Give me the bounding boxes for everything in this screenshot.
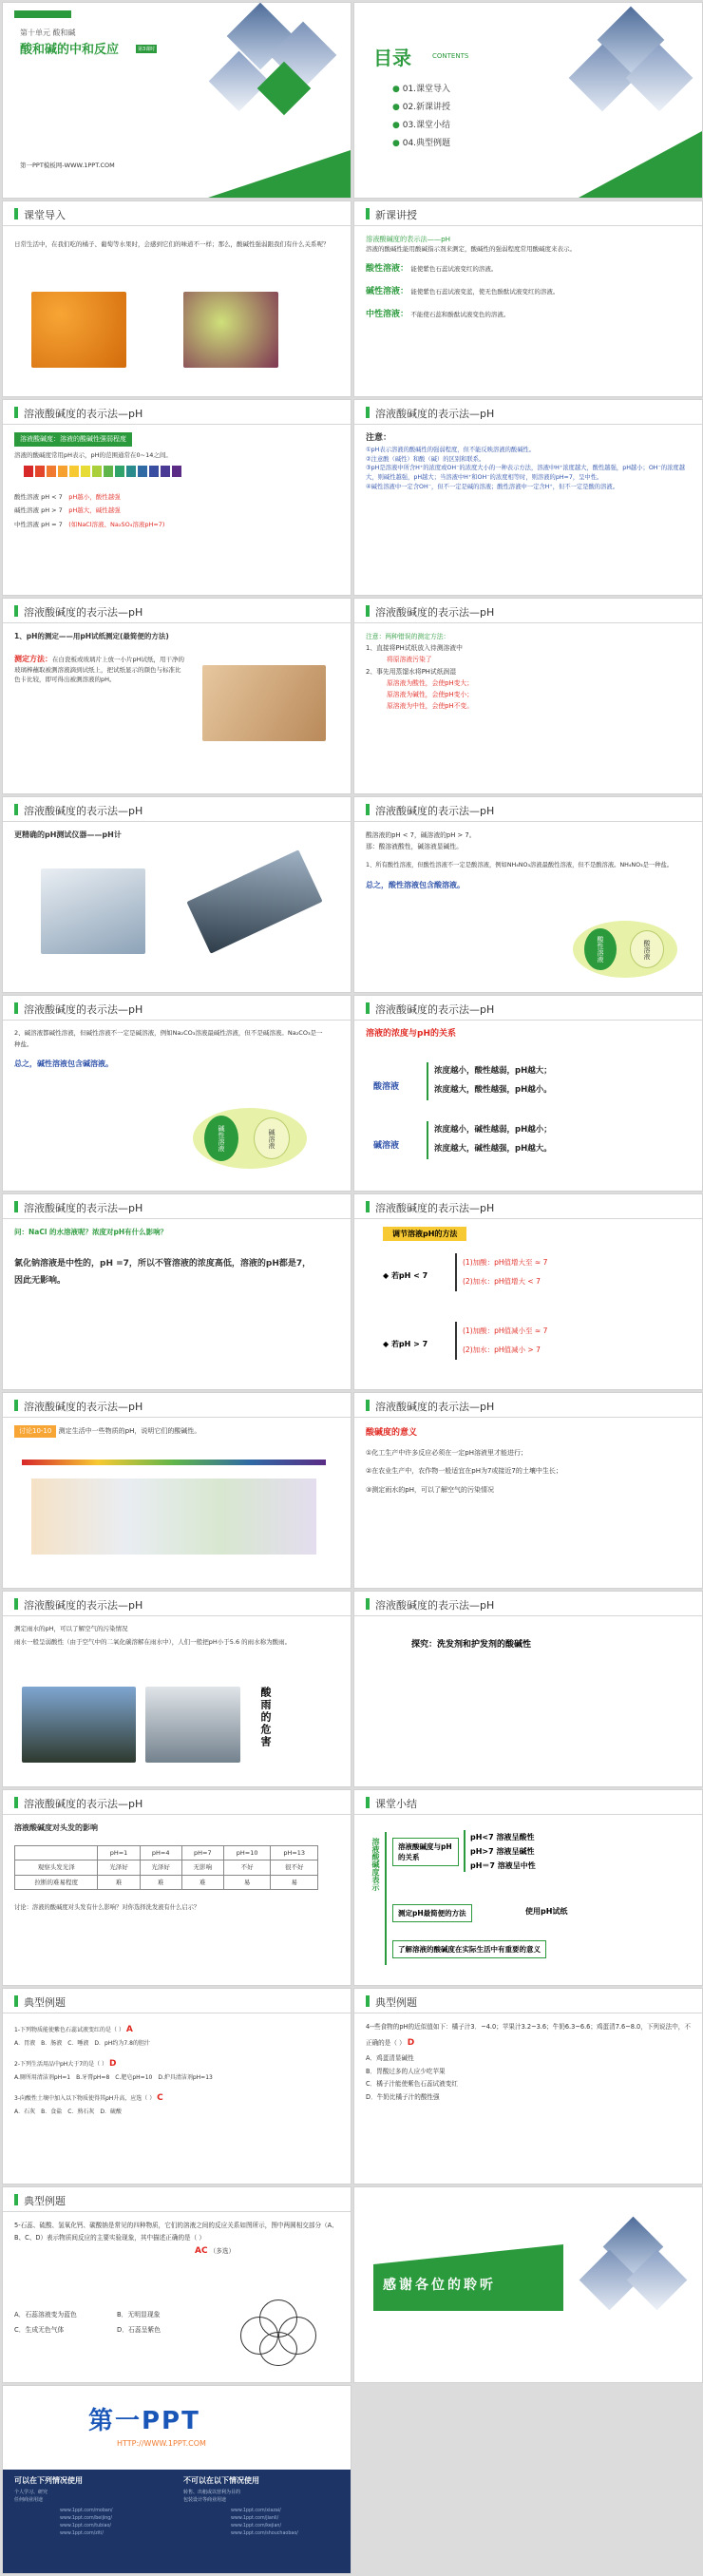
- options-1: A．胃液 B．肠液 C．唾液 D．pH约为7.8的胆汁: [14, 2040, 150, 2047]
- table-row: pH=1 pH=4 pH=7 pH=10 pH=13: [15, 1846, 318, 1860]
- slide-acid-rain: [2, 1591, 352, 1787]
- unit-label: 第十单元 酸和碱: [20, 29, 76, 37]
- slide-concentration: [353, 995, 703, 1192]
- slide-nacl: [2, 1193, 352, 1390]
- question-1: 1-下列物质能使紫色石蕊试液变红的是（ ）: [14, 2027, 124, 2033]
- question: 问：NaCl 的水溶液呢？浓度对pH有什么影响？: [14, 1228, 168, 1236]
- option-c: C．橘子汁能使紫色石蕊试液变红: [366, 2080, 458, 2089]
- toc-item[interactable]: ● 02.新课讲授: [392, 102, 451, 112]
- household-items-illustration: [31, 1479, 316, 1555]
- meaning-2: ②在农业生产中，农作物一般适宜在pH为7或接近7的土壤中生长；: [366, 1467, 562, 1476]
- options-2: A.厕所用清洁剂pH=1 B.牙膏pH=8 C.肥皂pH=10 D.炉具清洁剂pH=13: [14, 2074, 213, 2081]
- option-b: B．胃酸过多的人应少吃苹果: [366, 2067, 446, 2075]
- acid-rule-2: 浓度越大，酸性越强，pH越小。: [434, 1084, 552, 1095]
- slide-acid-solution: [353, 796, 703, 993]
- summary-ph-base: pH>7 溶液呈碱性: [470, 1847, 535, 1857]
- base-row: 碱性溶液 pH > 7: [14, 506, 63, 515]
- slide-heading: 溶液酸碱度的表示法—pH: [24, 606, 143, 619]
- acid-rain-photo-1: [22, 1687, 136, 1763]
- forbidden-1: 转售、出租或以营利为目的: [183, 2490, 241, 2495]
- discussion-tag: 讨论10-10: [14, 1425, 56, 1438]
- note-title: 注意：两种错误的测定方法：: [366, 633, 450, 640]
- thanks-text: 感谢各位的聆听: [383, 2278, 496, 2293]
- summary-box-3: 了解溶液的酸碱度在实际生活中有重要的意义: [392, 1940, 546, 1958]
- link[interactable]: www.1ppt.com/tubiao/: [60, 2524, 112, 2529]
- slide-title: [2, 2, 352, 199]
- brand-logo: 第一PPT: [88, 2407, 200, 2435]
- options-3: A．石灰 B．食盐 C．熟石灰 D．硫酸: [14, 2109, 123, 2115]
- allowed-2: 任何商业用途: [14, 2497, 44, 2503]
- section-title: 调节溶液pH的方法: [383, 1227, 466, 1241]
- table-row: 拉断的难易程度 难 难 难 易 易: [15, 1875, 318, 1889]
- question-4: 4--些食物的pH的近似值如下：橘子汁3．~4.0；苹果汁3.2~3.6；牛奶6.3~6.6；鸡蛋清7.6~8.0，下列说法中，不正确的是（ ）: [366, 2023, 691, 2047]
- note-4: ④碱性溶液中一定含OH⁻，但不一定是碱的溶液；酸性溶液中一定含H⁺，但不一定是酸的溶液。: [366, 483, 618, 490]
- acid-label: 酸溶液: [630, 930, 664, 968]
- slide-ph-paper: [2, 598, 352, 794]
- slide-heading: 溶液酸碱度的表示法—pH: [375, 606, 495, 619]
- line-2: 那：酸溶液酸性，碱溶液显碱性。: [366, 843, 463, 851]
- slide-heading: 新课讲授: [375, 209, 417, 221]
- slide-discussion: [2, 1392, 352, 1589]
- section-title: 溶液的浓度与pH的关系: [366, 1029, 456, 1039]
- line-1: 2、碱溶液都碱性溶液，但碱性溶液不一定是碱溶液，例如Na₂CO₃溶液最碱性溶液，但不是碱溶液。Na₂CO₃是一种盐。: [14, 1029, 323, 1048]
- note-2: ②注意酸（碱性）和酸（碱）的区别和联系。: [366, 455, 485, 463]
- link[interactable]: www.1ppt.com/xiazai/: [231, 2509, 281, 2513]
- slide-heading: 溶液酸碱度的表示法—pH: [375, 1003, 495, 1016]
- case-2-b: (2)加水：pH值减小 > 7: [463, 1345, 541, 1354]
- acid-label: 酸溶液: [373, 1082, 400, 1092]
- subheading: 溶液酸碱度的表示法——pH: [366, 235, 451, 243]
- section-title: 溶液酸碱度对头发的影响: [14, 1823, 98, 1832]
- summary-ph-acid: pH<7 溶液呈酸性: [470, 1833, 535, 1841]
- range-line: 溶液的酸碱度常用pH表示，pH的范围通常在0~14之间。: [14, 450, 172, 459]
- slide-heading: 典型例题: [375, 1996, 417, 2009]
- acid-note: pH越小，酸性越强: [68, 492, 121, 501]
- acid-text: 能使紫色石蕊试液变红的溶液。: [410, 265, 498, 274]
- slide-notes: [353, 399, 703, 596]
- lab-photo-collage: [588, 2225, 683, 2320]
- option-a: A．鸡蛋清显碱性: [366, 2053, 414, 2062]
- method-text: 在白瓷板或玻璃片上放一小片pH试纸，用干净的玻璃棒蘸取被测溶液滴到试纸上，把试纸显示的颜色与标准比色卡比较，即可得出被测溶液的pH。: [14, 655, 185, 684]
- toc-item[interactable]: ● 03.课堂小结: [392, 120, 451, 130]
- neutral-text: 不能使石蕊和酚酞试液变色的溶液。: [410, 311, 510, 319]
- slide-examples-1: [2, 1988, 352, 2185]
- case-1-a: (1)加酸：pH值增大至 ≈ 7: [463, 1258, 548, 1267]
- base-rule-2: 浓度越大，碱性越强，pH越大。: [434, 1143, 552, 1154]
- slide-base-solution: [2, 995, 352, 1192]
- case-2-a: (1)加酸：pH值减小至 ≈ 7: [463, 1326, 548, 1335]
- acid-row: 酸性溶液 pH < 7: [14, 492, 63, 501]
- slide-brand: [2, 2385, 352, 2574]
- toc-en: CONTENTS: [432, 52, 469, 60]
- note-3: ③pH是溶液中所含H⁺的浓度或OH⁻的浓度大小的一种表示方法，溶液中H⁺浓度越大，酸性越强，pH越小；OH⁻的浓度越大，则碱性越强，pH越大；当溶液中H⁺和OH⁻的浓度相等时，则溶液的pH=7，呈中性。: [366, 465, 686, 482]
- forbidden-2: 包装设计等商业用途: [183, 2497, 227, 2503]
- slide-examples-2: [353, 1988, 703, 2185]
- base-text: 能使紫色石蕊试液变蓝，使无色酚酞试液变红的溶液。: [410, 288, 560, 296]
- slide-heading: 课堂导入: [24, 209, 66, 221]
- slide-new-lesson: [353, 200, 703, 397]
- neutral-label: 中性溶液：: [366, 310, 409, 320]
- base-rule-1: 浓度越小，碱性越弱，pH越小；: [434, 1125, 552, 1135]
- slide-hair: [2, 1789, 352, 1986]
- option-d: D．石蕊呈紫色: [117, 2326, 162, 2335]
- basic-label: 碱性溶液: [204, 1116, 238, 1161]
- base-label: 碱溶液: [254, 1117, 290, 1159]
- note-1: ①pH表示溶液的酸碱性的强弱程度，但不能反映溶液的酸碱性。: [366, 446, 536, 453]
- neutral-note: (如NaCl溶液、Na₂SO₄溶液pH=7): [68, 520, 165, 528]
- acid-rain-photo-2: [145, 1687, 240, 1763]
- allowed-1: 个人学习、研究: [14, 2490, 48, 2495]
- answer: 氯化钠溶液是中性的，pH =7，所以不管溶液的浓度高低，溶液的pH都是7，因此无影响。: [14, 1258, 312, 1286]
- title-tag: 第3课时: [138, 47, 156, 52]
- base-note: pH越大，碱性越强: [68, 506, 121, 515]
- line-1: 酸溶液的pH < 7，碱溶液的pH > 7。: [366, 831, 476, 839]
- answer-5: AC: [195, 2246, 208, 2257]
- ph-scale-bar: [22, 1460, 326, 1465]
- method-label: 测定方法：: [14, 654, 52, 663]
- meaning-1: ①化工生产中许多反应必须在一定pH溶液里才能进行；: [366, 1449, 527, 1458]
- slide-summary: [353, 1789, 703, 1986]
- lab-photo-collage: [569, 16, 693, 140]
- slide-heading: 溶液酸碱度的表示法—pH: [24, 408, 143, 420]
- slide-ph-range: [2, 399, 352, 596]
- allowed-title: 可以在下列情况使用: [14, 2476, 83, 2485]
- slide-explore: [353, 1591, 703, 1787]
- slide-ph-meter: [2, 796, 352, 993]
- summary-box-1: 溶液酸碱度与pH的关系: [392, 1838, 459, 1866]
- slide-heading: 溶液酸碱度的表示法—pH: [375, 1401, 495, 1413]
- question-5: 5-石蕊、硫酸、氢氧化钙、碳酸钠是常见的四种物质，它们的溶液之间的反应关系如图所示，图中两圆相交部分（A、B、C、D）表示物质间反应的主要实验现象，其中描述正确的是（ ）: [14, 2222, 338, 2242]
- wrong-2-b: 原溶液为碱性，会使pH变小；: [387, 691, 473, 699]
- option-a: A．石蕊溶液变为蓝色: [14, 2311, 77, 2318]
- option-d: D．牛奶比橘子汁的酸性强: [366, 2093, 440, 2102]
- question-2: 2-下列生活用品中pH大于7的是（ ）: [14, 2061, 108, 2068]
- option-b: B．无明显现象: [117, 2311, 161, 2318]
- definition-bar: 溶液酸碱度：溶液的酸碱性强弱程度: [14, 432, 132, 447]
- line-0: 测定雨水的pH，可以了解空气的污染情况: [14, 1625, 128, 1632]
- base-label: 碱溶液: [373, 1141, 400, 1151]
- acidic-label: 酸性溶液: [584, 928, 617, 970]
- site-label: 第一PPT模板网-WWW.1PPT.COM: [20, 162, 115, 169]
- question-3: 3-向酸性土壤中加入以下物质使得其pH升高，应选（ ）: [14, 2095, 156, 2102]
- acid-rain-text: 雨水一般呈弱酸性（由于空气中的二氧化碳溶解在雨水中），人们一般把pH小于5.6 的雨水称为酸雨。: [14, 1638, 292, 1647]
- link[interactable]: www.1ppt.com/kejian/: [231, 2524, 282, 2529]
- ph-pen-photo: [186, 849, 322, 953]
- slide-heading: 溶液酸碱度的表示法—pH: [375, 1599, 495, 1612]
- slide-wrong-methods: [353, 598, 703, 794]
- multi-select-note: （多选）: [209, 2247, 236, 2256]
- slide-thanks: [353, 2186, 703, 2383]
- link[interactable]: www.1ppt.com/moban/: [60, 2509, 113, 2513]
- side-title: 酸雨的危害: [259, 1687, 272, 1748]
- summary-box-2: 测定pH最简便的方法: [392, 1904, 472, 1922]
- summary-method: 使用pH试纸: [525, 1907, 568, 1916]
- subheading: 更精确的pH测试仪器——pH计: [14, 830, 122, 839]
- slide-toc: [353, 2, 703, 199]
- summary-ph-neutral: pH＝7 溶液呈中性: [470, 1861, 536, 1871]
- slide-heading: 溶液酸碱度的表示法—pH: [375, 805, 495, 817]
- slide-heading: 典型例题: [24, 2195, 66, 2207]
- slide-heading: 溶液酸碱度的表示法—pH: [24, 1003, 143, 1016]
- acid-label: 酸性溶液：: [366, 264, 409, 275]
- ph-paper-photo: [202, 665, 326, 741]
- toc-item[interactable]: ● 04.典型例题: [392, 138, 451, 148]
- ph-meter-photo: [41, 868, 145, 954]
- wrong-1-reason: 将原溶液污染了: [387, 656, 432, 664]
- neutral-row: 中性溶液 pH = 7: [14, 520, 63, 528]
- lab-photo-collage: [199, 12, 341, 126]
- answer-1: A: [125, 2025, 133, 2034]
- note-title: 注意：: [366, 433, 392, 443]
- venn-diagram: [240, 2299, 316, 2366]
- case-1-b: (2)加水：pH值增大 < 7: [463, 1276, 541, 1286]
- slide-heading: 溶液酸碱度的表示法—pH: [24, 1401, 143, 1413]
- line-3: 1、所有酸性溶液，但酸性溶液不一定是酸溶液，例如NH₄NO₃溶液最酸性溶液，但不是酸溶液。NH₄NO₃是一种盐。: [366, 862, 674, 869]
- meaning-3: ③测定雨水的pH，可以了解空气的污染情况: [366, 1485, 494, 1494]
- slide-heading: 溶液酸碱度的表示法—pH: [24, 1202, 143, 1214]
- slide-heading: 溶液酸碱度的表示法—pH: [24, 805, 143, 817]
- subheading: 1、pH的测定——用pH试纸测定(最简便的方法): [14, 632, 169, 640]
- link[interactable]: www.1ppt.com/jianli/: [231, 2516, 279, 2522]
- grapes-photo: [183, 292, 278, 368]
- acid-rule-1: 浓度越小，酸性越弱，pH越大；: [434, 1066, 552, 1076]
- hair-table: [14, 1845, 318, 1889]
- option-c: C．生成无色气体: [14, 2326, 65, 2335]
- oranges-photo: [31, 292, 126, 368]
- slide-heading: 溶液酸碱度的表示法—pH: [375, 408, 495, 420]
- summary: 总之，酸性溶液包含酸溶液。: [366, 880, 465, 889]
- link[interactable]: www.1ppt.com/beijing/: [60, 2516, 112, 2522]
- toc-list: [392, 81, 450, 153]
- section-title: 酸碱度的意义: [366, 1428, 418, 1438]
- table-row: 观察头发光泽 光泽好 光泽好 无影响 不好 很不好: [15, 1860, 318, 1875]
- slide-adjust-ph: [353, 1193, 703, 1390]
- brand-url[interactable]: HTTP://WWW.1PPT.COM: [117, 2439, 206, 2448]
- discussion-text: 测定生活中一些物质的pH，说明它们的酸碱性。: [58, 1427, 201, 1435]
- page-title: 酸和碱的中和反应: [20, 43, 120, 57]
- wrong-1: 1、直接将PH试纸放入待测溶液中: [366, 644, 463, 653]
- slide-significance: [353, 1392, 703, 1589]
- answer-4: D: [407, 2037, 415, 2048]
- intro-line: 溶液的酸碱性能用酸碱指示剂来测定，酸碱性的强弱程度常用酸碱度来表示。: [366, 245, 576, 254]
- slide-heading: 课堂小结: [375, 1798, 417, 1810]
- slide-heading: 典型例题: [24, 1996, 66, 2009]
- base-label: 碱性溶液：: [366, 287, 409, 297]
- answer-3: C: [157, 2093, 163, 2103]
- slide-examples-3: [2, 2186, 352, 2383]
- intro-text: 日常生活中，在我们吃的橘子、葡萄等水果时，会感到它们的味道不一样；那么，酸碱性强弱跟我们有什么关系呢？: [14, 240, 330, 248]
- slide-heading: 溶液酸碱度的表示法—pH: [24, 1798, 143, 1810]
- wrong-2-a: 原溶液为酸性，会使pH变大；: [387, 678, 473, 687]
- toc-title: 目录: [373, 47, 411, 69]
- ph-color-scale: [24, 466, 341, 477]
- summary: 总之，碱性溶液包含碱溶液。: [14, 1059, 113, 1069]
- slide-heading: 溶液酸碱度的表示法—pH: [24, 1599, 143, 1612]
- slide-intro: [2, 200, 352, 397]
- link[interactable]: www.1ppt.com/shouchaobao/: [231, 2531, 298, 2537]
- discussion: 讨论：溶液的酸碱度对头发有什么影响？对你选择洗发液有什么启示？: [14, 1903, 200, 1911]
- toc-item[interactable]: ● 01.课堂导入: [392, 85, 451, 94]
- link[interactable]: www.1ppt.com/ziti/: [60, 2531, 104, 2537]
- side-title: 溶液酸碱度表示: [371, 1838, 380, 1891]
- slide-heading: 溶液酸碱度的表示法—pH: [375, 1202, 495, 1214]
- explore-title: 探究：洗发剂和护发剂的酸碱性: [411, 1640, 532, 1650]
- case-1: ◆ 若pH < 7: [383, 1271, 428, 1280]
- case-2: ◆ 若pH > 7: [383, 1340, 428, 1348]
- wrong-2-c: 原溶液为中性，会使pH不变。: [387, 702, 473, 711]
- answer-2: D: [108, 2059, 117, 2069]
- wrong-2: 2、事先用蒸馏水将PH试纸润湿: [366, 667, 457, 676]
- forbidden-title: 不可以在以下情况使用: [183, 2476, 259, 2485]
